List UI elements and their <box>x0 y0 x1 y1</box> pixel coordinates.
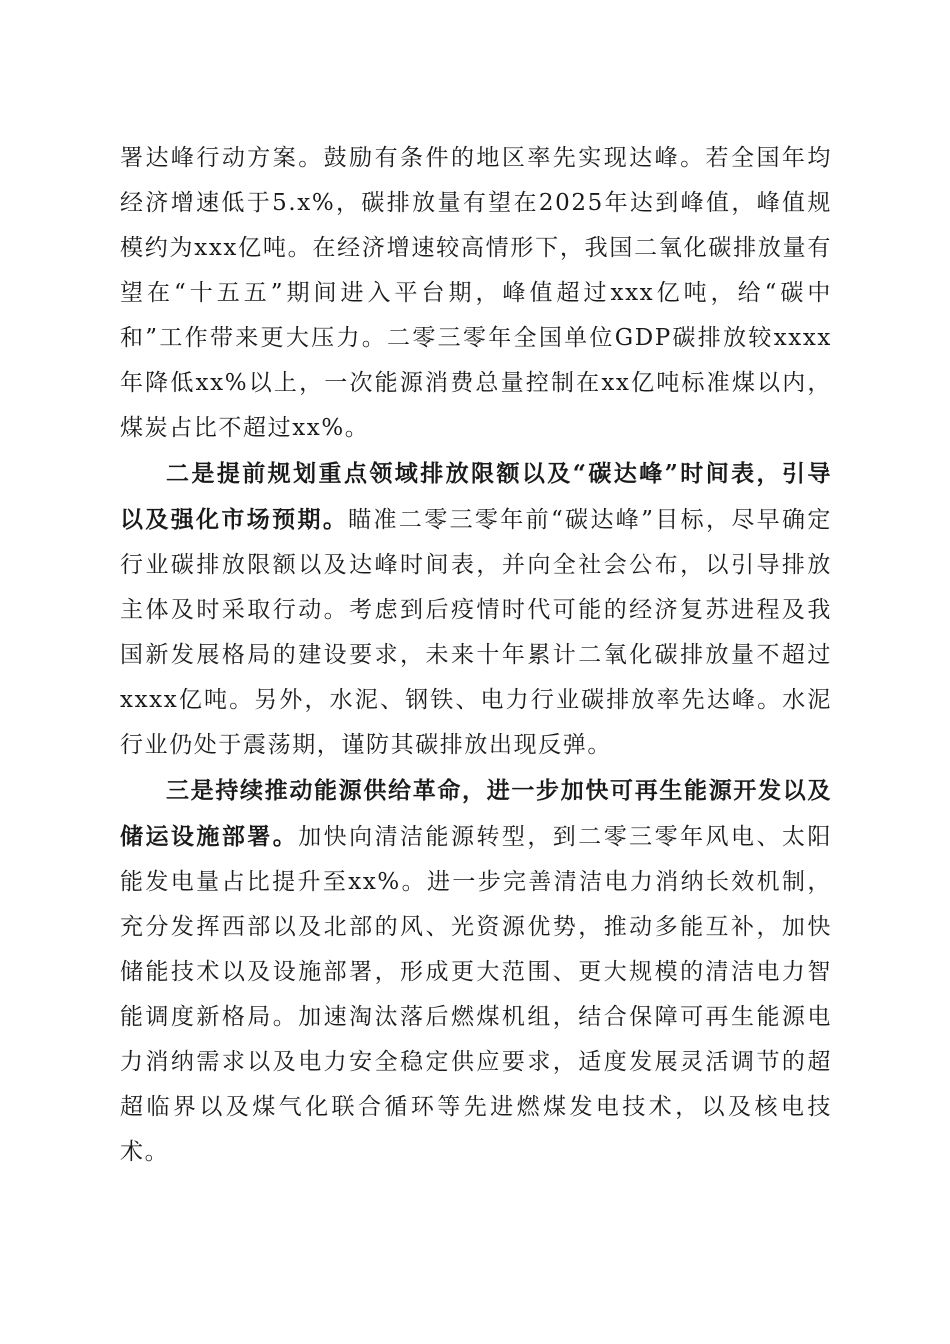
paragraph-2 <box>120 451 832 768</box>
paragraph-3-body: 加快向清洁能源转型，到二零三零年风电、太阳能发电量占比提升至xx%。进一步完善清洁电力消纳长效机制，充分发挥西部以及北部的风、光资源优势，推动多能互补，加快储能技术以及设施部署，形成更大范围、更大规模的清洁电力智能调度新格局。加速淘汰落后燃煤机组，结合保障可再生能源电力消纳需求以及电力安全稳定供应要求，适度发展灵活调节的超超临界以及煤气化联合循环等先进燃煤发电技术，以及核电技术。 <box>120 824 832 1165</box>
paragraph-2-lead: 二是提前规划重点领域排放限额以及“碳达峰”时间表，引导以及强化市场预期。 <box>120 460 832 533</box>
paragraph-continuation: 署达峰行动方案。鼓励有条件的地区率先实现达峰。若全国年均经济增速低于5.x%，碳排放量有望在2025年达到峰值，峰值规模约为xxx亿吨。在经济增速较高情形下，我国二氧化碳排放量有望在“十五五”期间进入平台期，峰值超过xxx亿吨，给“碳中和”工作带来更大压力。二零三零年全国单位GDP碳排放较xxxx年降低xx%以上，一次能源消费总量控制在xx亿吨标准煤以内，煤炭占比不超过xx%。 <box>120 145 832 441</box>
paragraph-3-lead: 三是持续推动能源供给革命，进一步加快可再生能源开发以及储运设施部署。 <box>120 777 832 850</box>
paragraph-3 <box>120 768 832 1175</box>
paragraph-2-body: 瞄准二零三零年前“碳达峰”目标，尽早确定行业碳排放限额以及达峰时间表，并向全社会公布，以引导排放主体及时采取行动。考虑到后疫情时代可能的经济复苏进程及我国新发展格局的建设要求，未来十年累计二氧化碳排放量不超过xxxx亿吨。另外，水泥、钢铁、电力行业碳排放率先达峰。水泥行业仍处于震荡期，谨防其碳排放出现反弹。 <box>120 507 832 758</box>
document-body <box>120 136 832 1175</box>
